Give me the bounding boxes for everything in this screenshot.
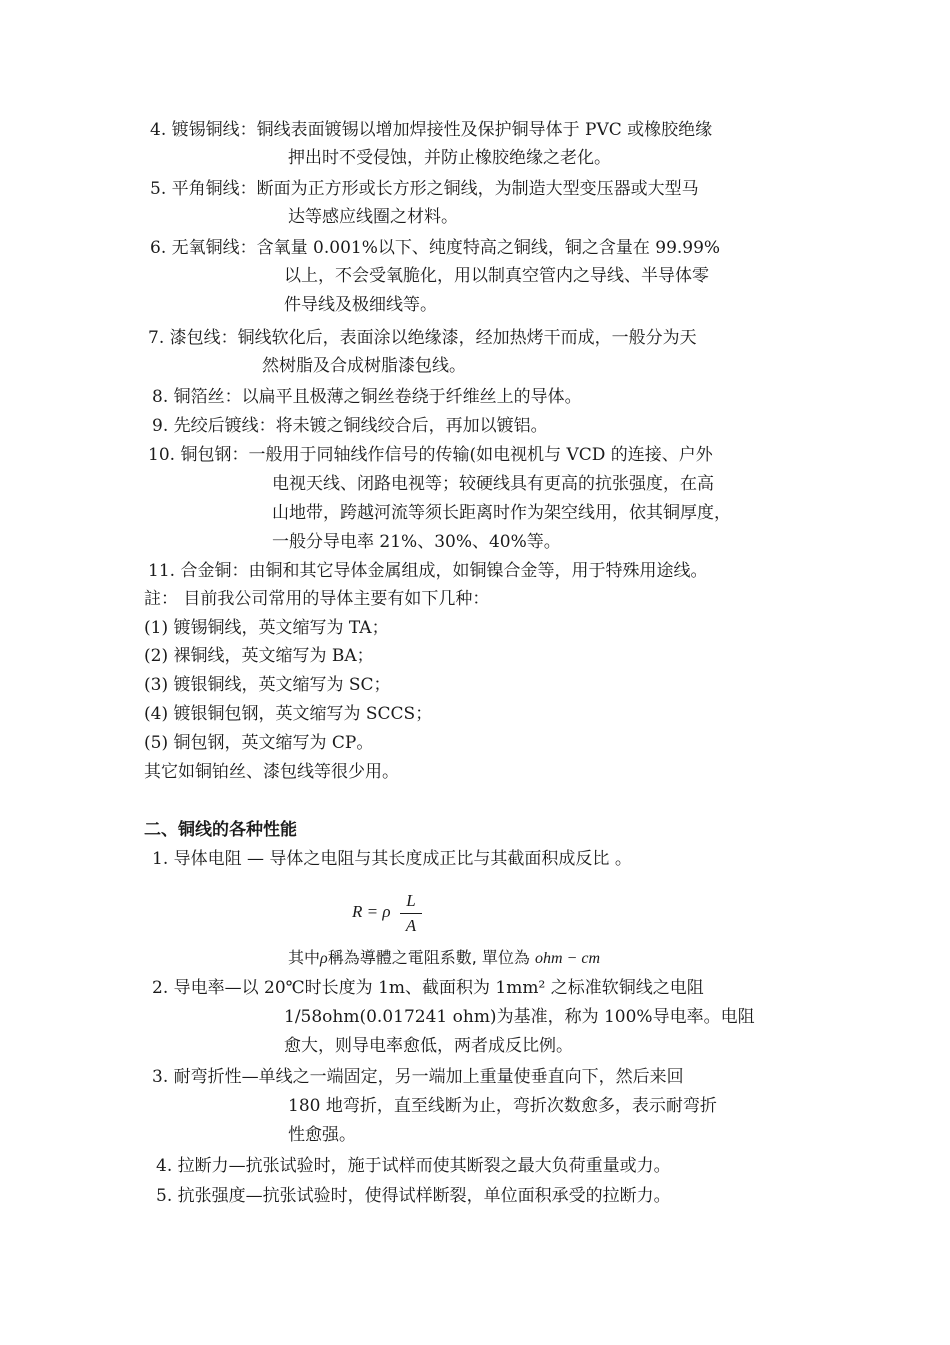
list-item-10-line1: 10. 铜包钢：一般用于同轴线作信号的传输(如电视机与 VCD 的连接、户外 <box>148 445 713 465</box>
formula-note-prefix: 其中 <box>288 948 321 967</box>
list-item-7-line2: 然树脂及合成树脂漆包线。 <box>262 356 466 376</box>
list-item-6-line3: 件导线及极细线等。 <box>284 295 437 315</box>
list-item-10-line2: 电视天线、闭路电视等；较硬线具有更高的抗张强度，在高 <box>272 474 714 494</box>
note-closing: 其它如铜铂丝、漆包线等很少用。 <box>144 762 399 782</box>
section2-heading: 二、铜线的各种性能 <box>144 820 297 840</box>
formula-note-rho: ρ <box>320 950 328 967</box>
resistance-formula <box>352 890 432 938</box>
section2-item-5: 5. 抗张强度—抗张试验时，使得试样断裂，单位面积承受的拉断力。 <box>156 1186 671 1206</box>
list-item-6-line2: 以上，不会受氧脆化，用以制真空管内之导线、半导体零 <box>284 266 709 286</box>
formula-note-unit: ohm − cm <box>534 950 600 967</box>
formula-fraction <box>400 890 422 937</box>
list-item-5-line1: 5. 平角铜线：断面为正方形或长方形之铜线，为制造大型变压器或大型马 <box>150 179 699 199</box>
formula-note <box>288 948 600 969</box>
formula-numerator: L <box>406 891 416 910</box>
note-item-2: (2) 裸铜线，英文缩写为 BA； <box>144 646 374 666</box>
section2-item-3-line1: 3. 耐弯折性—单线之一端固定，另一端加上重量使垂直向下，然后来回 <box>152 1067 684 1087</box>
section2-item-3-line2: 180 地弯折，直至线断为止，弯折次数愈多，表示耐弯折 <box>288 1096 717 1116</box>
formula-denominator: A <box>405 916 417 935</box>
section2-item-4: 4. 拉断力—抗张试验时，施于试样而使其断裂之最大负荷重量或力。 <box>156 1156 671 1176</box>
note-item-1: (1) 镀锡铜线，英文缩写为 TA； <box>144 618 389 638</box>
section2-item-1: 1. 导体电阻 — 导体之电阻与其长度成正比与其截面积成反比 。 <box>152 849 632 869</box>
note-item-3: (3) 镀银铜线，英文缩写为 SC； <box>144 675 391 695</box>
section2-item-2-line3: 愈大，则导电率愈低，两者成反比例。 <box>284 1036 573 1056</box>
formula-note-text: 稱為導體之電阻系數, 單位為 <box>327 948 530 967</box>
fraction-bar <box>400 913 422 914</box>
list-item-6-line1: 6. 无氧铜线：含氧量 0.001%以下、纯度特高之铜线，铜之含量在 99.99% <box>150 238 721 258</box>
list-item-8: 8. 铜箔丝：以扁平且极薄之铜丝卷绕于纤维丝上的导体。 <box>152 387 582 407</box>
list-item-5-line2: 达等感应线圈之材料。 <box>288 207 458 227</box>
section2-item-2-line1: 2. 导电率—以 20℃时长度为 1m、截面积为 1mm² 之标准软铜线之电阻 <box>152 978 704 998</box>
section2-item-2-line2: 1/58ohm(0.017241 ohm)为基准，称为 100%导电率。电阻 <box>284 1007 755 1027</box>
list-item-7-line1: 7. 漆包线：铜线软化后，表面涂以绝缘漆，经加热烤干而成，一般分为天 <box>148 328 697 348</box>
note-item-5: (5) 铜包钢，英文缩写为 CP。 <box>144 733 374 753</box>
section2-item-3-line3: 性愈强。 <box>288 1125 356 1145</box>
list-item-11: 11. 合金铜：由铜和其它导体金属组成，如铜镍合金等，用于特殊用途线。 <box>148 561 708 581</box>
note-item-4: (4) 镀银铜包钢，英文缩写为 SCCS； <box>144 704 433 724</box>
note-intro: 註： 目前我公司常用的导体主要有如下几种： <box>144 589 490 609</box>
list-item-4-line1: 4. 镀锡铜线：铜线表面镀锡以增加焊接性及保护铜导体于 PVC 或橡胶绝缘 <box>150 120 713 140</box>
list-item-9: 9. 先绞后镀线：将未镀之铜线绞合后，再加以镀铝。 <box>152 416 548 436</box>
formula-lhs: R = ρ <box>352 902 391 921</box>
list-item-10-line3: 山地带，跨越河流等须长距离时作为架空线用，依其铜厚度， <box>272 503 731 523</box>
list-item-10-line4: 一般分导电率 21%、30%、40%等。 <box>272 532 561 552</box>
list-item-4-line2: 押出时不受侵蚀，并防止橡胶绝缘之老化。 <box>288 148 611 168</box>
